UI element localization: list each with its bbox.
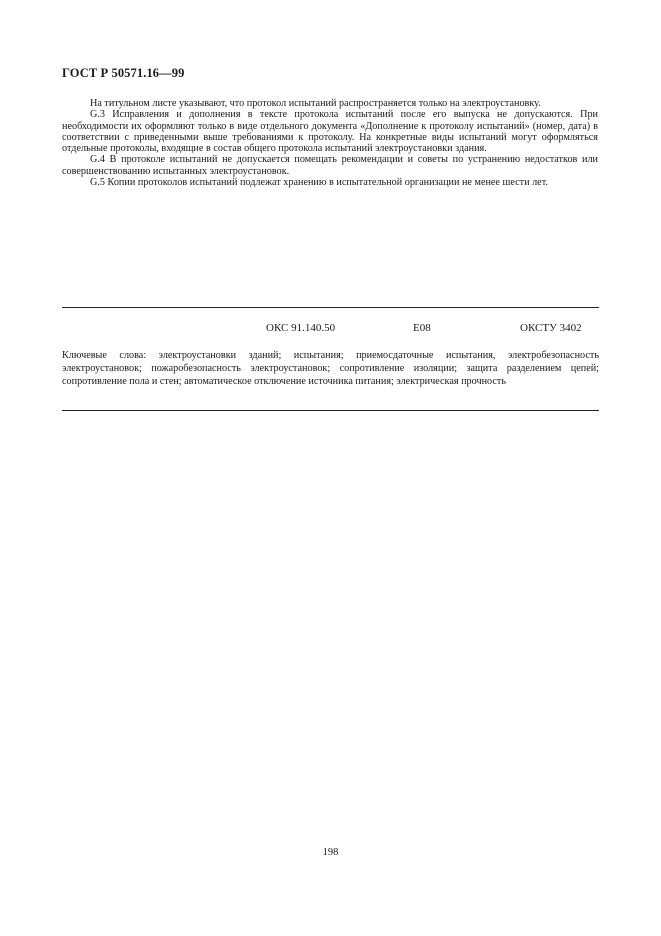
paragraph: G.3 Исправления и дополнения в тексте протокола испытаний после его выпуска не допускаются. При необходимости их оформляют только в виде отдельного документа «Дополнение к протоколу испытаний» (номер, дата) в соответствии с приведенными выше требованиями к протоколу. На конкретные виды испытаний могут оформляться отдельные протоколы, входящие в состав общего протокола испытаний электроустановки здания. — [62, 109, 598, 155]
divider-bottom — [62, 410, 599, 411]
document-code: ГОСТ Р 50571.16—99 — [62, 66, 185, 80]
group-code: Е08 — [413, 322, 431, 334]
paragraph: На титульном листе указывают, что протокол испытаний распространяется только на электроустановку. — [90, 98, 541, 109]
divider-top — [62, 307, 599, 308]
paragraph: G.5 Копии протоколов испытаний подлежат хранению в испытательной организации не менее шести лет. — [90, 177, 548, 189]
page-number: 198 — [322, 847, 339, 858]
okstu-code: ОКСТУ 3402 — [520, 322, 582, 334]
paragraph: G.4 В протоколе испытаний не допускается помещать рекомендации и советы по устранению недостатков или совершенствованию испытанных электроустановок. — [62, 154, 598, 177]
oks-code: ОКС 91.140.50 — [266, 322, 336, 334]
body-text — [62, 98, 598, 188]
keywords: Ключевые слова: электроустановки зданий; испытания; приемосдаточные испытания, электробезопасность электроустановок; пожаробезопасность электроустановок; сопротивление изоляции; защита разделением цепей; сопротивление пола и стен; автоматическое отключение источника питания; электрическая прочность — [62, 350, 599, 387]
